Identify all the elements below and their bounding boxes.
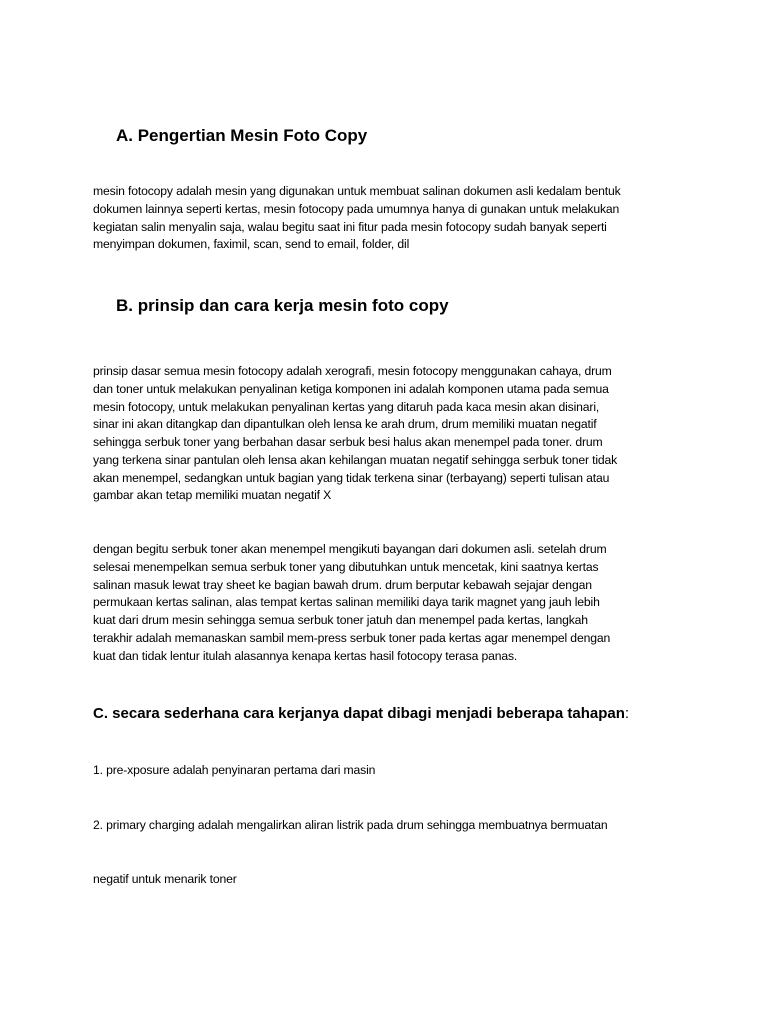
paragraph-line: selesai menempelkan semua serbuk toner yang dibutuhkan untuk mencetak, kini saatnya kertas bbox=[93, 559, 599, 574]
paragraph-line: gambar akan tetap memiliki muatan negatif X bbox=[93, 488, 332, 503]
paragraph-line: salinan masuk lewat tray sheet ke bagian bawah drum. drum berputar kebawah sejajar dengan bbox=[93, 577, 592, 592]
paragraph-line: kuat dari drum mesin sehingga semua serbuk toner jatuh dan menempel pada kertas, langkah bbox=[93, 613, 588, 627]
paragraph-line: dengan begitu serbuk toner akan menempel mengikuti bayangan dari dokumen asli. setelah drum bbox=[93, 542, 607, 556]
step-2-text: 2. primary charging adalah mengalirkan aliran listrik pada drum sehingga membuatnya bermuatan bbox=[93, 818, 608, 832]
paragraph-line: mesin fotocopy adalah mesin yang digunakan untuk membuat salinan dokumen asli kedalam bentuk bbox=[93, 184, 621, 198]
paragraph-line: kegiatan salin menyalin saja, walau begitu saat ini fitur pada mesin fotocopy sudah banyak seperti bbox=[93, 219, 607, 234]
paragraph-line: kuat dan tidak lentur itulah alasannya kenapa kertas hasil fotocopy terasa panas. bbox=[93, 648, 518, 663]
section-c-heading-text: C. secara sederhana cara kerjanya dapat dibagi menjadi beberapa tahapan bbox=[93, 705, 625, 722]
paragraph-line: sinar ini akan ditangkap dan dipantulkan oleh lensa ke arah drum, drum memiliki muatan negatif bbox=[93, 417, 597, 432]
paragraph-line: sehingga serbuk toner yang berbahan dasar serbuk besi halus akan menempel pada toner. drum bbox=[93, 435, 603, 449]
paragraph-line: dokumen lainnya seperti kertas, mesin fotocopy pada umumnya hanya di gunakan untuk melakukan bbox=[93, 201, 620, 216]
paragraph-line: prinsip dasar semua mesin fotocopy adalah xerografi, mesin fotocopy menggunakan cahaya, drum bbox=[93, 364, 612, 378]
section-b-paragraph-1 bbox=[93, 363, 673, 505]
section-a-paragraph bbox=[93, 183, 673, 254]
step-2-continued-text: negatif untuk menarik toner bbox=[93, 872, 237, 886]
section-b-paragraph-2 bbox=[93, 541, 673, 665]
section-c-heading bbox=[93, 703, 629, 725]
section-c-heading-colon: : bbox=[624, 705, 630, 722]
section-a-heading: A. Pengertian Mesin Foto Copy bbox=[116, 126, 368, 145]
paragraph-line: terakhir adalah memanaskan sambil mem-press serbuk toner pada kertas agar menempel dengan bbox=[93, 630, 611, 645]
paragraph-line: dan toner untuk melakukan penyalinan ketiga komponen ini adalah komponen utama pada semua bbox=[93, 381, 609, 396]
step-1-text: 1. pre-xposure adalah penyinaran pertama dari masin bbox=[93, 763, 376, 777]
paragraph-line: permukaan kertas salinan, alas tempat kertas salinan memiliki daya tarik magnet yang jauh lebih bbox=[93, 595, 600, 610]
paragraph-line: akan menempel, sedangkan untuk bagian yang tidak terkena sinar (terbayang) seperti tulisan atau bbox=[93, 470, 610, 485]
paragraph-line: yang terkena sinar pantulan oleh lensa akan kehilangan muatan negatif sehingga serbuk toner tidak bbox=[93, 452, 618, 467]
paragraph-line: mesin fotocopy, untuk melakukan penyalinan kertas yang ditaruh pada kaca mesin akan disinari, bbox=[93, 399, 600, 414]
paragraph-line: menyimpan dokumen, faximil, scan, send to email, folder, dil bbox=[93, 237, 410, 252]
section-b-heading: B. prinsip dan cara kerja mesin foto copy bbox=[116, 296, 449, 315]
